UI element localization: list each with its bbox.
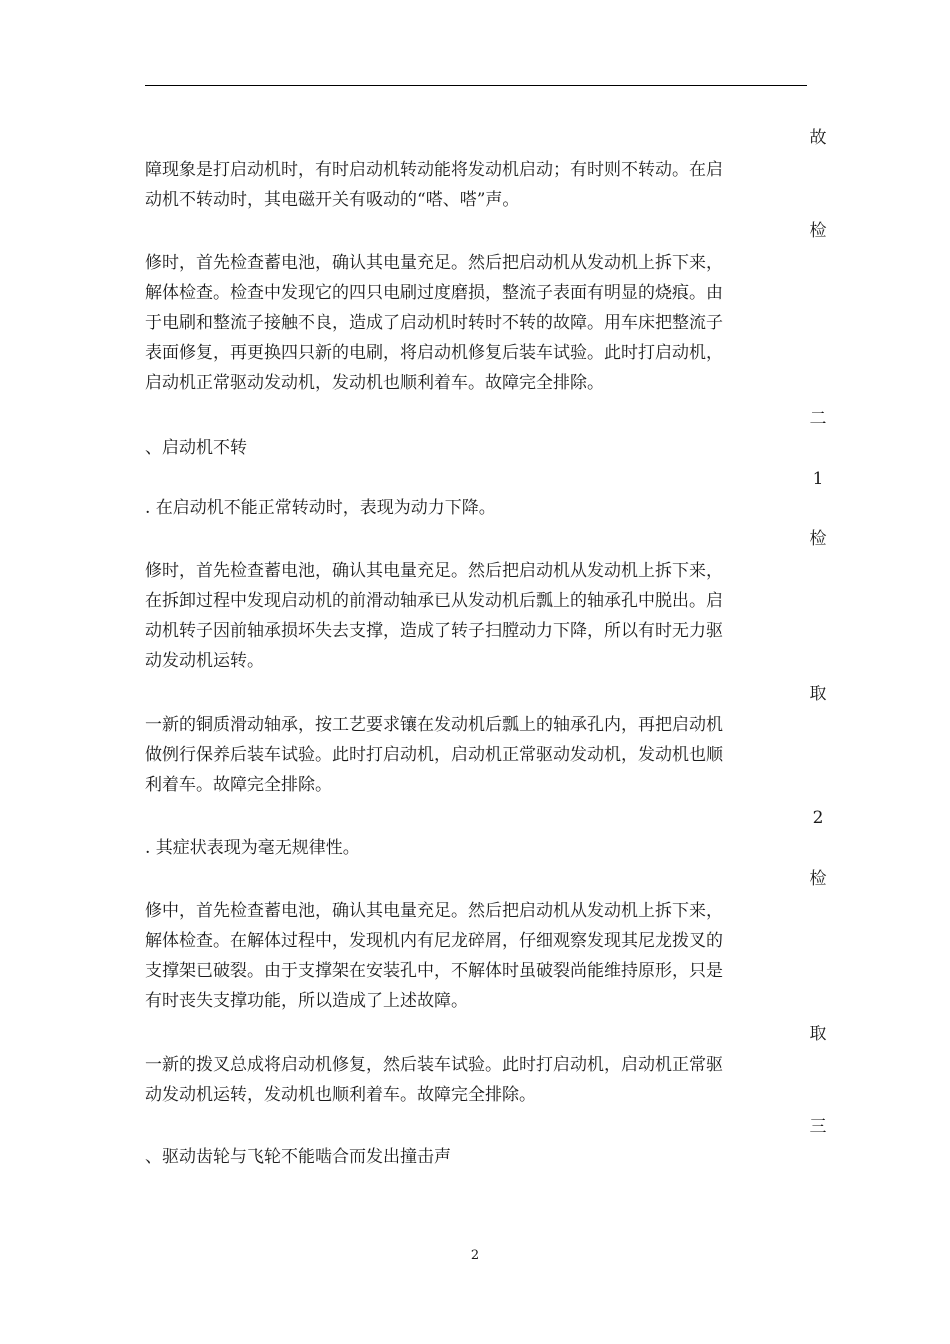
- margin-char: 故: [809, 128, 827, 148]
- paragraph-fault-description: 障现象是打启动机时，有时启动机转动能将发动机启动；有时则不转动。在启 动机不转动时，其电磁开关有吸动的“嗒、嗒”声。: [145, 160, 723, 210]
- margin-char: 二: [809, 409, 827, 429]
- paragraph-inspection-3: 修中，首先检查蓄电池，确认其电量充足。然后把启动机从发动机上拆下来， 解体检查。在解体过程中，发现机内有尼龙碎屑，仔细观察发现其尼龙拨叉的 支撑架已破裂。由于支撑架在安装孔中，不解体时虽破裂尚能维持原形，只是 有时丧失支撑功能，所以造成了上述故障。: [145, 901, 723, 1011]
- page-number: 2: [470, 1248, 480, 1263]
- margin-char: 检: [809, 869, 827, 889]
- item-2-symptom: . 其症状表现为毫无规律性。: [145, 838, 360, 858]
- header-rule: [145, 85, 807, 86]
- margin-char: 2: [812, 808, 824, 828]
- margin-char: 检: [809, 221, 827, 241]
- section-heading-3: 、驱动齿轮与飞轮不能啮合而发出撞击声: [145, 1147, 451, 1167]
- paragraph-inspection-2: 修时，首先检查蓄电池，确认其电量充足。然后把启动机从发动机上拆下来， 在拆卸过程中发现启动机的前滑动轴承已从发动机后瓢上的轴承孔中脱出。启 动机转子因前轴承损坏失去支撑，造成了转子扫膛动力下降，所以有时无力驱 动发动机运转。: [145, 561, 723, 671]
- paragraph-inspection-1: 修时，首先检查蓄电池，确认其电量充足。然后把启动机从发动机上拆下来， 解体检查。检查中发现它的四只电刷过度磨损，整流子表面有明显的烧痕。由 于电刷和整流子接触不良，造成了启动机时转时不转的故障。用车床把整流子 表面修复，再更换四只新的电刷，将启动机修复后装车试验。此时打启动机， 启动机正常驱动发动机，发动机也顺利着车。故障完全排除。: [145, 253, 723, 393]
- margin-char: 三: [809, 1117, 827, 1137]
- paragraph-repair-2: 一新的拨叉总成将启动机修复，然后装车试验。此时打启动机，启动机正常驱 动发动机运转，发动机也顺利着车。故障完全排除。: [145, 1055, 723, 1105]
- section-heading-2: 、启动机不转: [145, 438, 247, 458]
- margin-char: 检: [809, 529, 827, 549]
- margin-char: 取: [809, 684, 827, 704]
- margin-char: 1: [812, 469, 824, 489]
- margin-char: 取: [809, 1024, 827, 1044]
- item-1-symptom: . 在启动机不能正常转动时，表现为动力下降。: [145, 498, 496, 518]
- paragraph-repair-1: 一新的铜质滑动轴承，按工艺要求镶在发动机后瓢上的轴承孔内，再把启动机 做例行保养后装车试验。此时打启动机，启动机正常驱动发动机，发动机也顺 利着车。故障完全排除。: [145, 715, 723, 795]
